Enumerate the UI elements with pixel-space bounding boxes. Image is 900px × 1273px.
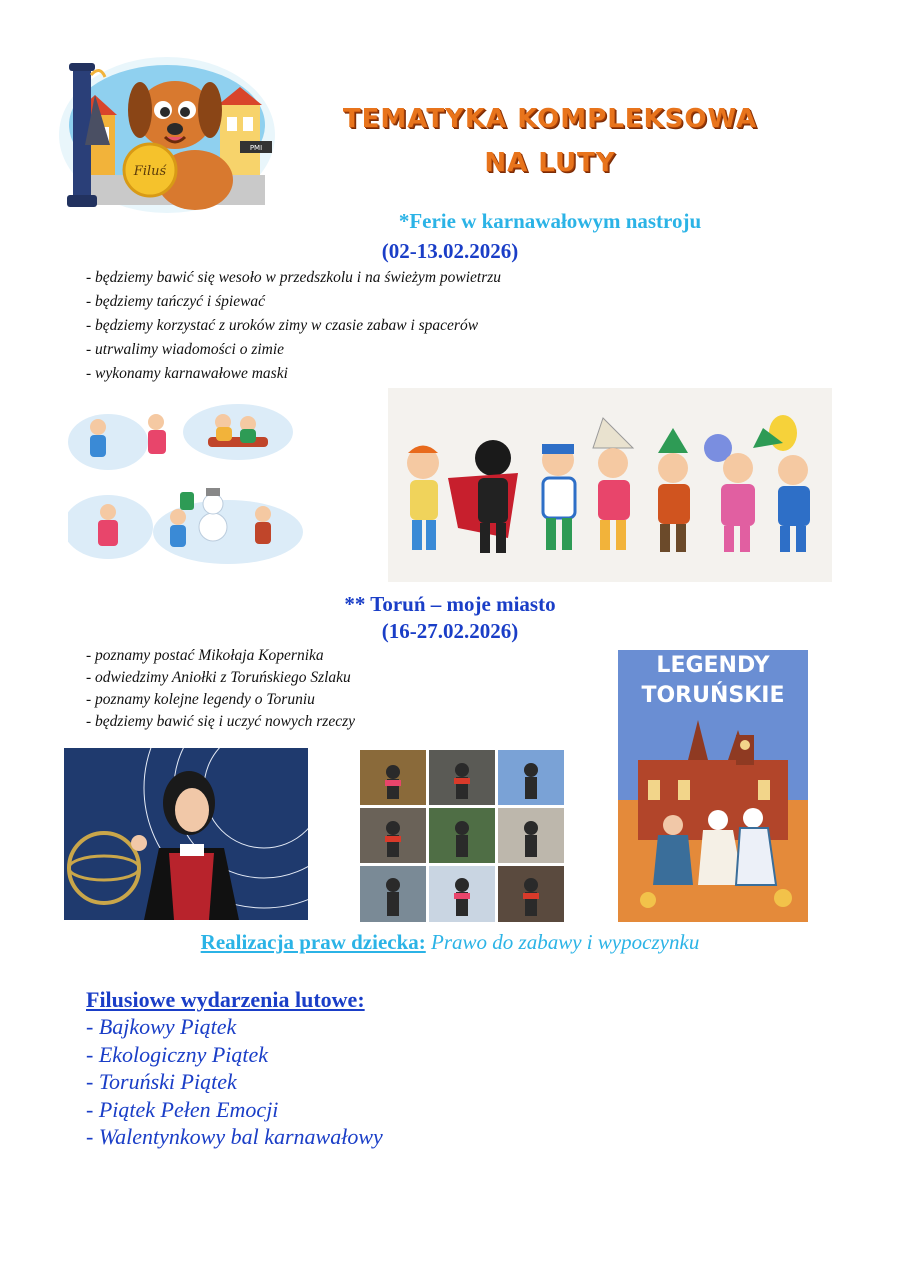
svg-text:PMI: PMI: [249, 144, 263, 152]
list-item: - Toruński Piątek: [86, 1069, 237, 1094]
section1-heading: *Ferie w karnawałowym nastroju: [398, 209, 702, 233]
section2-heading: ** Toruń – moje miasto: [344, 592, 556, 616]
list-item: - Walentynkowy bal karnawałowy: [86, 1124, 383, 1149]
list-item: - wykonamy karnawałowe maski: [86, 365, 288, 382]
list-item: - będziemy bawić się wesoło w przedszkolu i na świeżym powietrzu: [86, 269, 502, 286]
legendy-torunskie-book-cover: [618, 650, 808, 922]
winter-kids-illustration: [68, 392, 318, 572]
list-item: - będziemy korzystać z uroków zimy w czasie zabaw i spacerów: [86, 317, 479, 334]
list-item: - Ekologiczny Piątek: [86, 1041, 269, 1067]
child-rights-text: Prawo do zabawy i wypoczynku: [425, 930, 700, 954]
list-item: - będziemy bawić się i uczyć nowych rzeczy: [86, 713, 356, 730]
list-item: - poznamy kolejne legendy o Toruniu: [86, 691, 315, 708]
section1-list: [86, 266, 501, 386]
page-title-line2: NA LUTY: [484, 148, 616, 178]
list-item: - odwiedzimy Aniołki z Toruńskiego Szlaku: [86, 669, 351, 686]
child-rights-label: Realizacja praw dziecka:: [200, 930, 426, 954]
section2-list: [86, 645, 355, 733]
events-title: Filusiowe wydarzenia lutowe:: [86, 987, 365, 1012]
svg-text:Filuś: Filuś: [133, 164, 167, 179]
list-item: - utrwalimy wiadomości o zimie: [86, 341, 285, 358]
list-item: - poznamy postać Mikołaja Kopernika: [86, 647, 324, 664]
svg-text:TORUŃSKIE: TORUŃSKIE: [641, 683, 785, 708]
svg-text:LEGENDY: LEGENDY: [656, 653, 770, 678]
events-list: [86, 1013, 383, 1151]
list-item: - Piątek Pełen Emocji: [86, 1096, 279, 1122]
list-item: - Bajkowy Piątek: [86, 1014, 237, 1039]
kindergarten-logo: [55, 55, 275, 220]
list-item: - będziemy tańczyć i śpiewać: [86, 293, 266, 310]
child-rights-line: [60, 930, 840, 955]
section1-dates: (02-13.02.2026): [381, 239, 519, 263]
carnival-parade-illustration: [388, 388, 832, 582]
page-title-line1: TEMATYKA KOMPLEKSOWA: [342, 104, 758, 134]
copernicus-illustration: [64, 748, 308, 920]
section2-dates: (16-27.02.2026): [381, 619, 519, 643]
torun-angels-collage: [360, 750, 564, 922]
